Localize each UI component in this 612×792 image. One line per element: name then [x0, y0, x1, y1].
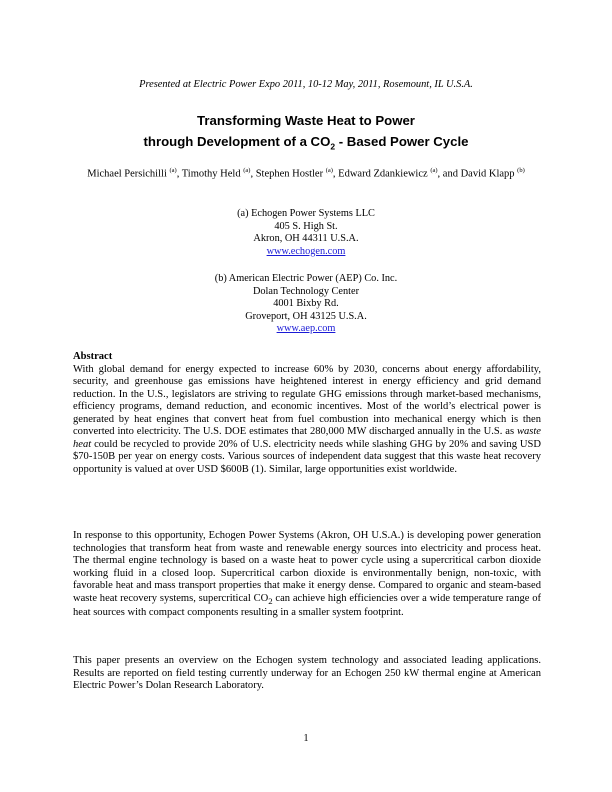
abstract-emphasis: waste heat	[73, 426, 541, 450]
affiliation-b-street: 4001 Bixby Rd.	[273, 298, 339, 310]
author: Edward Zdankiewicz	[338, 168, 428, 180]
affiliation-a-link[interactable]: www.echogen.com	[266, 245, 346, 257]
abstract-paragraph-1	[73, 351, 541, 476]
affiliation-a-street: 405 S. High St.	[274, 220, 338, 232]
affiliation-a	[0, 208, 612, 258]
paper-title	[0, 110, 612, 158]
abstract-paragraph-3: This paper presents an overview on the Echogen system technology and associated leading applications. Results are reported on field testing currently underway for an Echogen 250 kW thermal engine at American Electric Power’s Dolan Research Laboratory.	[73, 655, 541, 692]
paragraph-text: can achieve high efficiencies over a wide temperature range of heat sources with compact components resulting in a smaller system footprint.	[73, 592, 542, 619]
author: Stephen Hostler	[255, 168, 324, 180]
title-subscript: 2	[330, 141, 336, 152]
author-separator: ,	[176, 168, 182, 180]
paragraph-text: In response to this opportunity, Echogen Power Systems (Akron, OH U.S.A.) is developing power generation technologies that transform heat from waste and renewable energy sources into electricity and process heat. The thermal engine technology is based on a waste heat to power cycle using a supercritical carbon dioxide working fluid in a closed loop. Supercritical carbon dioxide is environmentally benign, non-toxic, with favorable heat and mass transport properties that make it energy dense. Compared to organic and steam-based waste heat recovery systems, supercritical CO	[73, 530, 541, 604]
abstract-heading: Abstract	[73, 351, 113, 362]
affiliation-a-org: (a) Echogen Power Systems LLC	[237, 208, 375, 219]
abstract-paragraph-2	[73, 530, 541, 620]
venue-note: Presented at Electric Power Expo 2011, 10-12 May, 2011, Rosemount, IL U.S.A.	[139, 79, 473, 90]
page-number: 1	[303, 733, 309, 744]
title-line-1: Transforming Waste Heat to Power	[197, 113, 415, 128]
author-affiliation-mark: (a)	[325, 167, 333, 174]
title-line-2-suffix: - Based Power Cycle	[335, 134, 469, 149]
author-affiliation-mark: (a)	[430, 167, 438, 174]
author: David Klapp	[460, 168, 515, 180]
affiliation-a-city: Akron, OH 44311 U.S.A.	[253, 233, 359, 245]
author-affiliation-mark: (a)	[243, 167, 251, 174]
author-separator: ,	[332, 168, 339, 180]
affiliation-b-center: Dolan Technology Center	[252, 285, 360, 297]
author-separator: ,	[250, 168, 256, 180]
author: Timothy Held	[181, 168, 241, 180]
author-affiliation-mark: (a)	[169, 167, 177, 174]
paragraph-subscript: 2	[268, 595, 273, 606]
affiliation-b-city: Groveport, OH 43125 U.S.A.	[245, 310, 367, 322]
abstract-text: With global demand for energy expected to increase 60% by 2030, concerns about energy affordability, security, and greenhouse gas emissions have heightened interest in energy efficiency and grid demand reduction. In the U.S., legislators are striving to regulate GHG emissions through market-based mechanisms, efficiency programs, demand reduction, and economic incentives. Most of the world’s electrical power is generated by heat engines that convert heat from fuel combustion into mechanical energy which is then converted into electricity. The U.S. DOE estimates that 280,000 MW discharged annually in the U.S. as	[73, 363, 541, 438]
title-line-2-text: through Development of a CO	[143, 134, 331, 149]
abstract-text: could be recycled to provide 20% of U.S. electricity needs while slashing GHG by 20% and saving USD $70-150B per year on energy costs. Various sources of independent data suggest that this waste heat recovery opportunity is valued at over USD $600B (1). Similar, large opportunities exist worldwide.	[73, 438, 541, 475]
author-list	[0, 167, 612, 180]
affiliation-b-link[interactable]: www.aep.com	[276, 323, 336, 335]
author: Michael Persichilli	[87, 168, 167, 180]
author-affiliation-mark: (b)	[517, 167, 525, 174]
affiliation-b-org: (b) American Electric Power (AEP) Co. Inc.	[214, 273, 398, 284]
author-separator: , and	[437, 168, 461, 180]
affiliation-b	[0, 273, 612, 336]
title-line-2	[0, 131, 612, 158]
